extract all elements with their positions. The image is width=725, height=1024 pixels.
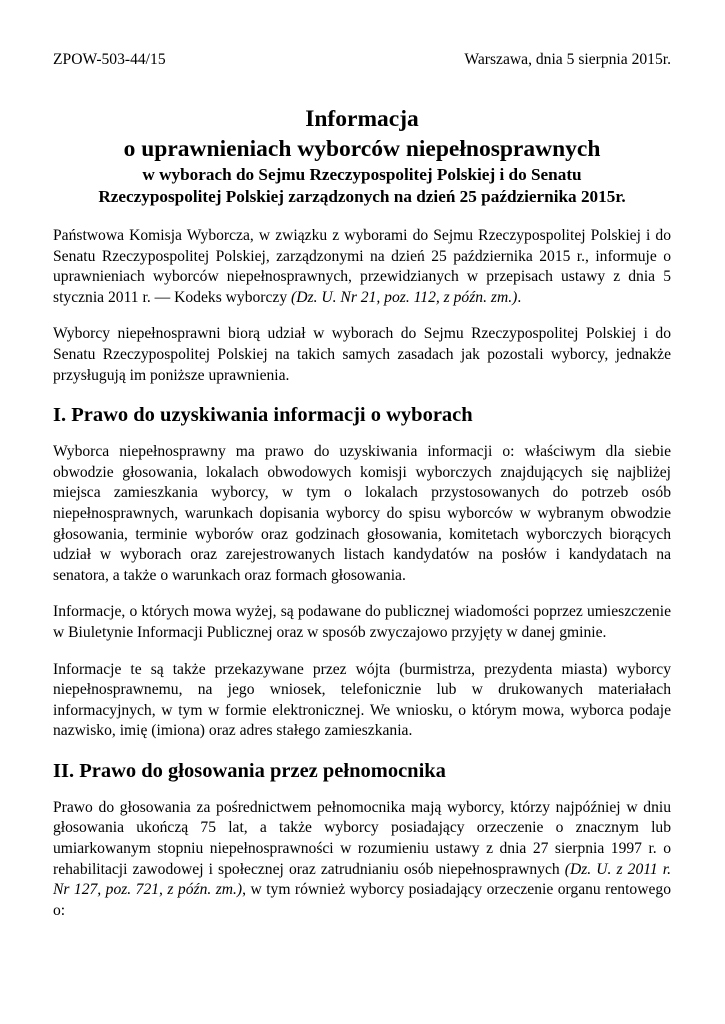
section-2-p1-text: Prawo do głosowania za pośrednictwem pełnomocnika mają wyborcy, którzy najpóźniej w dniu głosowania ukończą 75 lat, a także wyborcy posiadający orzeczenie o znacznym lub umiarkowanym stopniu niepełnosprawności w rozumieniu ustawy z dnia 27 sierpnia 1997 r. o rehabilitacji zawodowej i społecznej oraz zatrudnianiu osób niepełnosprawnych xyxy=(53,798,671,878)
intro-p1-end: . xyxy=(517,288,522,306)
intro-paragraph-1 xyxy=(53,226,671,308)
section-1-paragraph-2: Informacje, o których mowa wyżej, są podawane do publicznej wiadomości poprzez umieszczenie w Biuletynie Informacji Publicznej oraz w sposób zwyczajowo przyjęty w danej gminie. xyxy=(53,603,671,641)
subtitle-line-2: Rzeczypospolitej Polskiej zarządzonych na dzień 25 października 2015r. xyxy=(98,187,626,206)
section-2-paragraph-1 xyxy=(53,798,671,922)
document-subtitle xyxy=(53,164,671,208)
place-and-date: Warszawa, dnia 5 sierpnia 2015r. xyxy=(464,51,671,68)
section-2-p1-citation: (Dz. U. z 2011 r. Nr 127, poz. 721, z późn. zm.) xyxy=(53,860,671,899)
document-title xyxy=(53,104,671,164)
section-2-heading: II. Prawo do głosowania przez pełnomocnika xyxy=(53,759,446,782)
title-line-2: o uprawnieniach wyborców niepełnosprawnych xyxy=(123,136,601,162)
section-1-paragraph-3: Informacje te są także przekazywane przez wójta (burmistrza, prezydenta miasta) wyborcy niepełnosprawnemu, na jego wniosek, telefonicznie lub w drukowanych materiałach informacyjnych, w tym w formie elektronicznej. We wniosku, o którym mowa, wyborca podaje nazwisko, imię (imiona) oraz adres stałego zamieszkania. xyxy=(53,660,671,740)
document-header xyxy=(53,50,671,70)
section-1-paragraph-1: Wyborca niepełnosprawny ma prawo do uzyskiwania informacji o: właściwym dla siebie obwodzie głosowania, lokalach obwodowych komisji wyborczych znajdujących się najbliżej miejsca zamieszkania wyborcy, w tym o lokalach przystosowanych do potrzeb osób niepełnosprawnych, warunkach dopisania wyborcy do spisu wyborców w wybranym obwodzie głosowania, terminie wyborów oraz godzinach głosowania, komitetach wyborczych biorących udział w wyborach oraz zarejestrowanych listach kandydatów na posłów i kandydatach na senatora, a także o warunkach oraz formach głosowania. xyxy=(53,443,671,584)
subtitle-line-1: w wyborach do Sejmu Rzeczypospolitej Polskiej i do Senatu xyxy=(142,165,582,184)
intro-p1-text: Państwowa Komisja Wyborcza, w związku z wyborami do Sejmu Rzeczypospolitej Polskiej i do Senatu Rzeczypospolitej Polskiej, zarządzonymi na dzień 25 października 2015 r., informuje o uprawnieniach wyborców niepełnosprawnych, przewidzianych w przepisach ustawy z dnia 5 stycznia 2011 r. — Kodeks wyborczy xyxy=(53,227,671,306)
intro-p1-citation: (Dz. U. Nr 21, poz. 112, z późn. zm.) xyxy=(291,288,518,306)
section-2-p1-end: , w tym również wyborcy posiadający orzeczenie organu rentowego o: xyxy=(53,881,671,919)
section-1-heading: I. Prawo do uzyskiwania informacji o wyborach xyxy=(53,404,473,427)
reference-number: ZPOW-503-44/15 xyxy=(53,51,166,68)
intro-paragraph-2: Wyborcy niepełnosprawni biorą udział w wyborach do Sejmu Rzeczypospolitej Polskiej i do Senatu Rzeczypospolitej Polskiej na takich samych zasadach jak pozostali wyborcy, jednakże przysługują im poniższe uprawnienia. xyxy=(53,325,671,384)
title-line-1: Informacja xyxy=(305,106,419,132)
